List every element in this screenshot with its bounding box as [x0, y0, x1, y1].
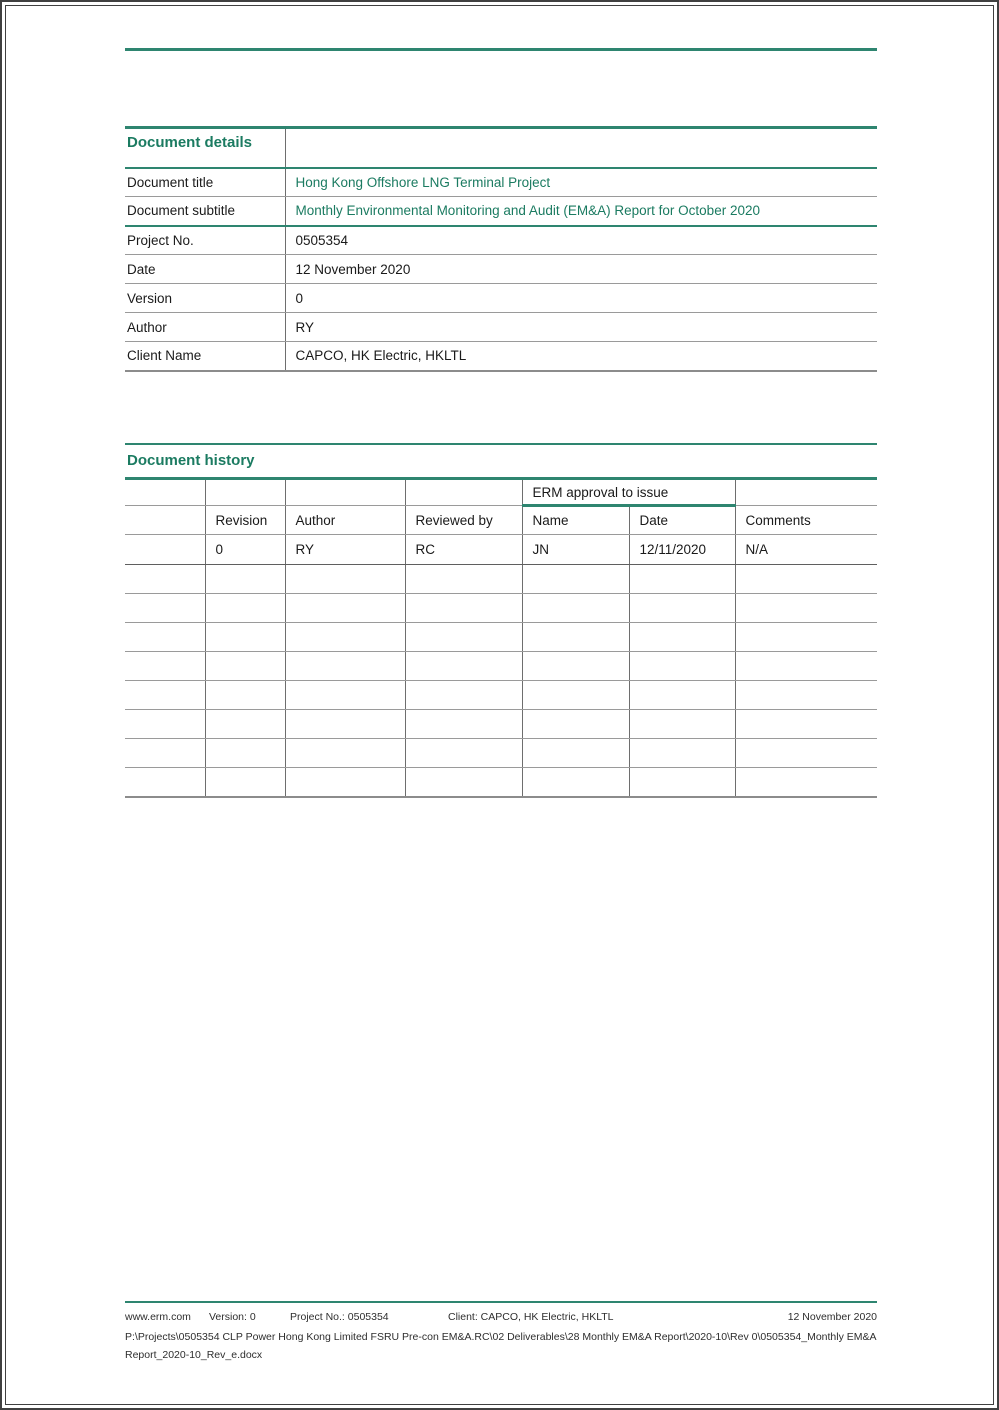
- details-row: [125, 255, 877, 284]
- history-cell: [205, 565, 285, 594]
- footer-website: www.erm.com: [125, 1311, 191, 1323]
- history-cell: [125, 652, 205, 681]
- footer-project-no: Project No.: 0505354: [290, 1311, 389, 1323]
- history-empty-row: [125, 594, 877, 623]
- history-cell: [205, 710, 285, 739]
- history-cell: [285, 652, 405, 681]
- footer-version: Version: 0: [209, 1311, 256, 1323]
- details-label: Project No.: [125, 226, 285, 255]
- history-cell: [125, 739, 205, 768]
- history-cell: [405, 652, 522, 681]
- document-history-table: [125, 477, 877, 798]
- history-cell: [405, 479, 522, 506]
- history-cell: [125, 535, 205, 565]
- history-empty-row: [125, 652, 877, 681]
- history-cell: [205, 681, 285, 710]
- history-cell: [405, 623, 522, 652]
- details-row: [125, 313, 877, 342]
- details-label: Author: [125, 313, 285, 342]
- history-cell: [125, 681, 205, 710]
- history-col-header: [125, 506, 205, 535]
- history-col-header: Comments: [735, 506, 877, 535]
- history-empty-row: [125, 739, 877, 768]
- top-divider-rule: [125, 48, 877, 51]
- history-cell: 12/11/2020: [629, 535, 735, 565]
- history-col-header: Date: [629, 506, 735, 535]
- history-cell: [629, 739, 735, 768]
- history-cell: [405, 768, 522, 797]
- history-col-header: Author: [285, 506, 405, 535]
- history-cell: [285, 739, 405, 768]
- history-cell: [205, 768, 285, 797]
- details-value: Monthly Environmental Monitoring and Audit (EM&A) Report for October 2020: [285, 197, 877, 226]
- history-cell: [125, 710, 205, 739]
- details-label: Date: [125, 255, 285, 284]
- history-cell: [629, 652, 735, 681]
- history-cell: 0: [205, 535, 285, 565]
- details-label: Document subtitle: [125, 197, 285, 226]
- history-cell: [522, 768, 629, 797]
- history-cell: [522, 739, 629, 768]
- footer-info-line: [125, 1311, 877, 1326]
- history-cell: [629, 710, 735, 739]
- document-details-table: [125, 126, 877, 372]
- history-cell: [285, 479, 405, 506]
- history-column-header-row: [125, 506, 877, 535]
- history-cell: [735, 565, 877, 594]
- history-cell: [125, 623, 205, 652]
- details-label: Client Name: [125, 342, 285, 371]
- details-value: 0: [285, 284, 877, 313]
- history-cell: JN: [522, 535, 629, 565]
- history-cell: [522, 565, 629, 594]
- history-cell: [629, 681, 735, 710]
- history-cell: [125, 768, 205, 797]
- details-value: RY: [285, 313, 877, 342]
- history-cell: [735, 739, 877, 768]
- history-col-header: Revision: [205, 506, 285, 535]
- history-empty-row: [125, 681, 877, 710]
- document-history-section: [125, 443, 877, 798]
- details-label: Document title: [125, 168, 285, 197]
- history-col-header: Name: [522, 506, 629, 535]
- history-cell: [629, 623, 735, 652]
- details-label: Version: [125, 284, 285, 313]
- history-cell: [205, 623, 285, 652]
- history-cell: [735, 681, 877, 710]
- history-cell: [735, 768, 877, 797]
- history-cell: [285, 681, 405, 710]
- history-cell: [735, 710, 877, 739]
- history-cell: [125, 565, 205, 594]
- page-footer: [125, 1301, 877, 1364]
- details-row: [125, 284, 877, 313]
- history-cell: [285, 710, 405, 739]
- footer-file-path: [125, 1329, 877, 1364]
- page-content: [125, 2, 877, 1408]
- history-cell: [205, 479, 285, 506]
- details-value: 0505354: [285, 226, 877, 255]
- history-empty-row: [125, 768, 877, 797]
- history-cell: [205, 739, 285, 768]
- history-cell: [629, 594, 735, 623]
- details-value: Hong Kong Offshore LNG Terminal Project: [285, 168, 877, 197]
- history-cell: [285, 565, 405, 594]
- history-cell: [285, 768, 405, 797]
- history-section-title: Document history: [127, 452, 255, 469]
- history-cell: [735, 652, 877, 681]
- history-cell: [735, 594, 877, 623]
- history-empty-row: [125, 710, 877, 739]
- history-cell: [205, 594, 285, 623]
- history-cell: [285, 594, 405, 623]
- details-row: [125, 168, 877, 197]
- footer-file-path-line2: Report_2020-10_Rev_e.docx: [125, 1348, 263, 1361]
- history-cell: [405, 565, 522, 594]
- footer-client: Client: CAPCO, HK Electric, HKLTL: [448, 1311, 614, 1323]
- history-col-header: Reviewed by: [405, 506, 522, 535]
- history-cell: [629, 565, 735, 594]
- details-row: [125, 197, 877, 226]
- history-empty-row: [125, 565, 877, 594]
- history-cell: [205, 652, 285, 681]
- history-cell: [522, 681, 629, 710]
- details-row: [125, 226, 877, 255]
- footer-date: 12 November 2020: [787, 1311, 877, 1323]
- footer-divider-rule: [125, 1301, 877, 1303]
- history-approval-row: [125, 479, 877, 506]
- history-cell: [405, 710, 522, 739]
- details-header-row: [125, 128, 877, 168]
- history-cell: [522, 710, 629, 739]
- details-value: 12 November 2020: [285, 255, 877, 284]
- history-cell: [735, 479, 877, 506]
- footer-file-path-line1: P:\Projects\0505354 CLP Power Hong Kong Limited FSRU Pre-con EM&A.RC\02 Deliverables\28 Monthly EM&A Report\2020-10\Rev 0\0505354_Monthly EM&A: [125, 1331, 877, 1343]
- document-details-section: [125, 126, 877, 372]
- details-value: CAPCO, HK Electric, HKLTL: [285, 342, 877, 371]
- history-cell: RY: [285, 535, 405, 565]
- document-history-heading: [125, 443, 877, 477]
- history-cell: [522, 652, 629, 681]
- history-empty-row: [125, 623, 877, 652]
- history-cell: [285, 623, 405, 652]
- history-cell: [735, 623, 877, 652]
- details-header-empty-cell: [285, 128, 877, 168]
- details-section-title: Document details: [125, 128, 285, 168]
- history-cell: [125, 594, 205, 623]
- details-row: [125, 342, 877, 371]
- history-cell: [405, 739, 522, 768]
- history-data-row: [125, 535, 877, 565]
- history-cell: [125, 479, 205, 506]
- history-cell: N/A: [735, 535, 877, 565]
- history-cell: [522, 594, 629, 623]
- history-cell: RC: [405, 535, 522, 565]
- erm-approval-header-cell: ERM approval to issue: [522, 479, 735, 506]
- history-cell: [629, 768, 735, 797]
- history-cell: [405, 594, 522, 623]
- history-cell: [405, 681, 522, 710]
- history-cell: [522, 623, 629, 652]
